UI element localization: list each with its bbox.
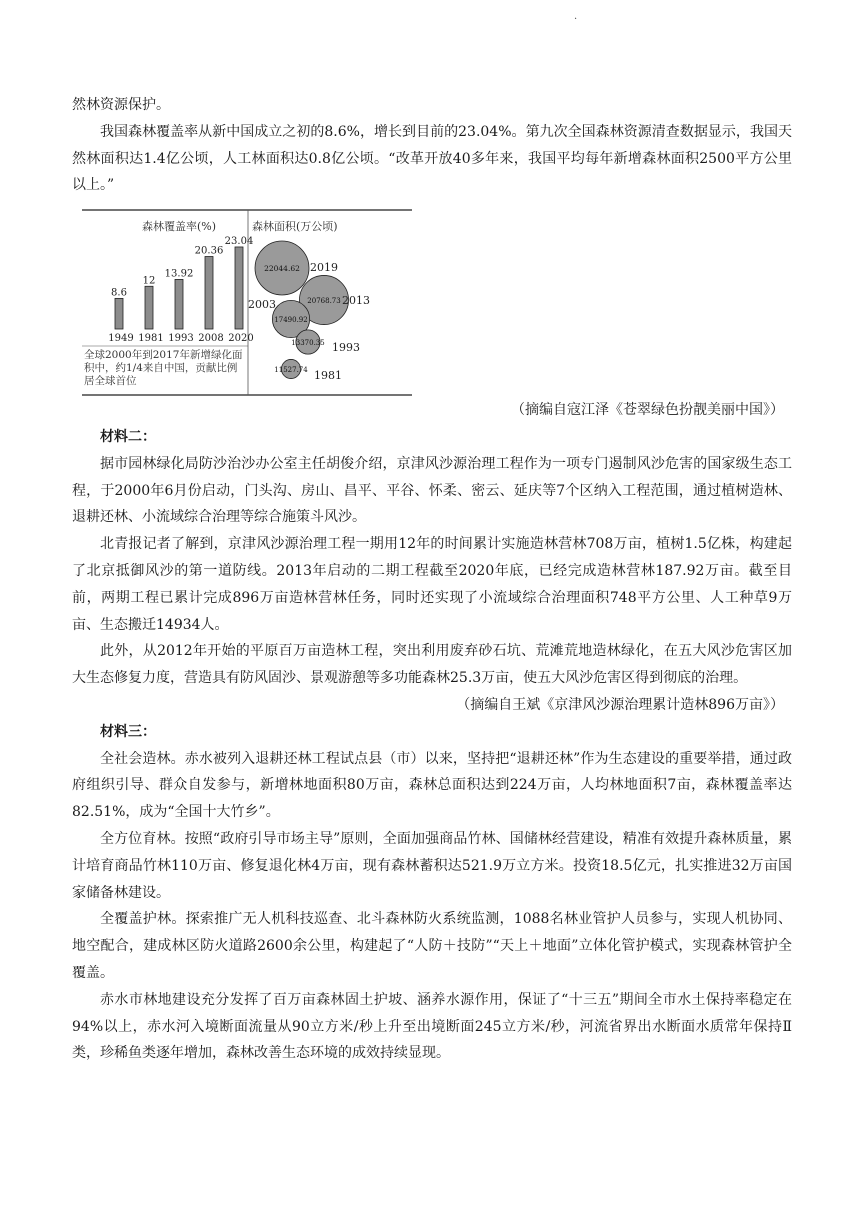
area-chart-title: 森林面积(万公顷) xyxy=(252,220,338,233)
material-2-paragraph: 此外，从2012年开始的平原百万亩造林工程，突出利用废弃砂石坑、荒滩荒地造林绿化，在五大风沙危害区加大生态修复力度，营造具有防风固沙、景观游憩等多功能森林25.3万亩，使五大风沙危害区得到彻底的治理。 xyxy=(72,643,792,687)
header-mark: · xyxy=(574,14,578,25)
material-2-heading: 材料二： xyxy=(100,428,156,445)
area-bubbles xyxy=(248,241,370,382)
coverage-value-label: 23.04 xyxy=(224,235,254,247)
material-3-paragraph: 全社会造林。赤水被列入退耕还林工程试点县（市）以来，坚持把“退耕还林”作为生态建设的重要举措，通过政府组织引导、群众自发参与，新增林地面积80万亩，森林总面积达到224万亩，人均林地面积7亩，森林覆盖率达82.51%，成为“全国十大竹乡”。 xyxy=(72,750,792,821)
source-citation-2: （摘编自王斌《京津风沙源治理累计造林896万亩》） xyxy=(456,696,784,713)
coverage-year-label: 2008 xyxy=(198,333,224,344)
coverage-value-label: 8.6 xyxy=(111,287,127,299)
coverage-chart-title: 森林覆盖率(%) xyxy=(142,220,217,233)
coverage-year-label: 2020 xyxy=(228,333,254,344)
coverage-bar xyxy=(235,247,243,329)
paragraph-continuation: 然林资源保护。 xyxy=(72,97,170,113)
material-3-paragraph: 赤水市林地建设充分发挥了百万亩森林固土护坡、涵养水源作用，保证了“十三五”期间全市水土保持率稳定在94%以上，赤水河入境断面流量从90立方米/秒上升至出境断面245立方米/秒，河流省界出水断面水质常年保持Ⅱ类，珍稀鱼类逐年增加，森林改善生态环境的成效持续显现。 xyxy=(72,991,792,1062)
area-value-label: 22044.62 xyxy=(264,264,300,273)
figure-note: 全球2000年到2017年新增绿化面积中，约1/4来自中国，贡献比例居全球首位 xyxy=(84,349,243,387)
source-citation-1: （摘编自寇江泽《苍翠绿色扮靓美丽中国》） xyxy=(511,402,784,419)
paragraph-coverage: 我国森林覆盖率从新中国成立之初的8.6%，增长到目前的23.04%。第九次全国森林资源清查数据显示，我国天然林面积达1.4亿公顷，人工林面积达0.8亿公顷。“改革开放40多年来，我国平均每年新增森林面积2500平方公里以上。” xyxy=(72,123,792,194)
forest-figure xyxy=(82,208,412,396)
coverage-bar xyxy=(205,257,213,329)
area-value-label: 13370.35 xyxy=(291,339,325,347)
area-value-label: 20768.73 xyxy=(307,297,341,305)
coverage-year-label: 1949 xyxy=(108,333,134,344)
coverage-value-label: 12 xyxy=(142,275,156,287)
coverage-year-label: 1981 xyxy=(138,333,164,344)
area-year-label: 2013 xyxy=(342,294,370,307)
material-2-paragraph: 北青报记者了解到，京津风沙源治理工程一期用12年的时间累计实施造林营林708万亩，植树1.5亿株，构建起了北京抵御风沙的第一道防线。2013年启动的二期工程截至2020年底，已经完成造林营林187.92万亩。截至目前，两期工程已累计完成896万亩造林营林任务，同时还实现了小流域综合治理面积748平方公里、人工种草9万亩、生态搬迁14934人。 xyxy=(72,536,792,633)
material-2-paragraph: 据市园林绿化局防沙治沙办公室主任胡俊介绍，京津风沙源治理工程作为一项专门遏制风沙危害的国家级生态工程，于2000年6月份启动，门头沟、房山、昌平、平谷、怀柔、密云、延庆等7个区纳入工程范围，通过植树造林、退耕还林、小流域综合治理等综合施策斗风沙。 xyxy=(72,455,792,526)
coverage-value-label: 20.36 xyxy=(194,245,224,257)
coverage-bar xyxy=(145,286,153,329)
coverage-year-label: 1993 xyxy=(168,333,194,344)
material-3-paragraph: 全方位育林。按照“政府引导市场主导”原则，全面加强商品竹林、国储林经营建设，精准有效提升森林质量，累计培育商品竹林110万亩、修复退化林4万亩，现有森林蓄积达521.9万立方米。投资18.5亿元，扎实推进32万亩国家储备林建设。 xyxy=(72,830,792,901)
area-year-label: 1981 xyxy=(314,369,342,382)
coverage-bar xyxy=(175,279,183,329)
area-year-label: 1993 xyxy=(332,341,360,354)
material-3-heading: 材料三： xyxy=(100,723,156,740)
coverage-bars xyxy=(108,236,253,344)
coverage-value-label: 13.92 xyxy=(164,268,194,280)
area-year-label: 2003 xyxy=(248,298,276,311)
area-value-label: 11527.74 xyxy=(274,366,308,374)
material-3-paragraph: 全覆盖护林。探索推广无人机科技巡查、北斗森林防火系统监测，1088名林业管护人员参与，实现人机协同、地空配合，建成林区防火道路2600余公里，构建起了“人防＋技防”“天上＋地面”立体化管护模式，实现森林管护全覆盖。 xyxy=(72,911,792,981)
area-value-label: 17490.92 xyxy=(274,316,308,324)
coverage-bar xyxy=(115,298,123,329)
area-year-label: 2019 xyxy=(310,261,338,274)
